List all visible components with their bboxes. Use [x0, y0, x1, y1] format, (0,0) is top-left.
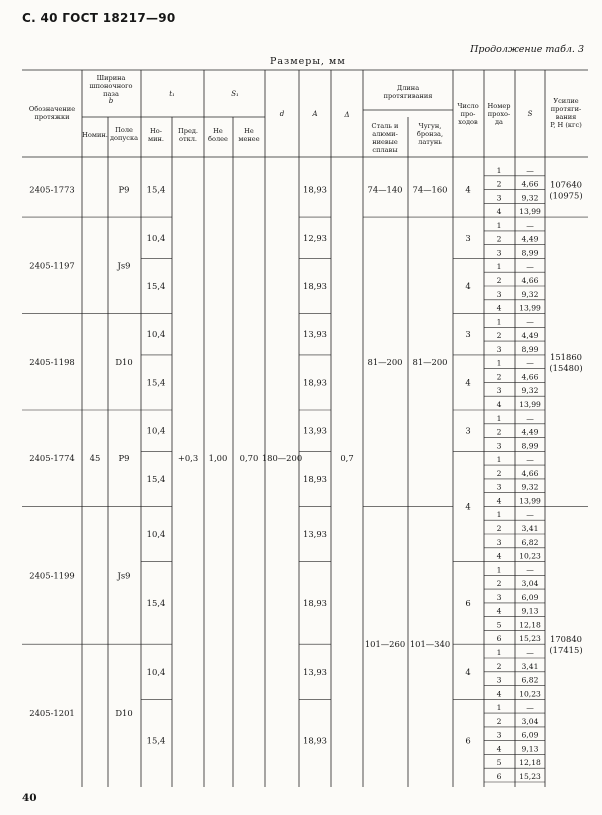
pass-number-cell: 2	[496, 661, 502, 671]
s-value-cell: 8,99	[521, 441, 539, 451]
header-s1-min: менее	[238, 135, 260, 143]
pass-number-cell: 4	[496, 400, 502, 409]
header-length: Длина	[396, 84, 420, 92]
header-designation: протяжки	[34, 113, 70, 121]
s-value-cell: 3,04	[521, 579, 539, 589]
t1-deviation-cell: +0,3	[177, 453, 199, 464]
header-length: протягивания	[383, 92, 433, 100]
header-d: d	[279, 110, 285, 118]
s-value-cell: 12,18	[519, 758, 541, 768]
header-iron: Чугун,	[418, 122, 442, 130]
header-delta: Δ	[344, 111, 350, 119]
designation-cell: 2405-1774	[29, 453, 75, 464]
iron-length-cell: 81—200	[412, 356, 448, 367]
force-value-cell: 170840	[550, 634, 582, 645]
header-passes: Число	[457, 102, 479, 110]
A-value-cell: 18,93	[303, 735, 327, 746]
s-value-cell: 10,23	[519, 551, 541, 561]
pass-number-cell: 3	[496, 592, 502, 602]
tolerance-field-cell: D10	[115, 708, 133, 719]
force-value-cell: (15480)	[549, 362, 583, 373]
pass-number-cell: 3	[496, 730, 502, 740]
pass-number-cell: 3	[496, 289, 502, 299]
header-force: Усилие	[553, 97, 579, 105]
tolerance-field-cell: Р9	[118, 184, 130, 195]
passes-cell: 3	[465, 425, 471, 436]
A-value-cell: 12,93	[303, 232, 327, 243]
s-value-cell: 4,66	[521, 372, 539, 382]
designation-cell: 2405-1197	[29, 260, 75, 271]
s-value-cell: 4,49	[521, 234, 539, 244]
s-value-cell: —	[526, 455, 534, 465]
s-value-cell: 8,99	[521, 344, 539, 354]
header-steel: ниевые	[372, 138, 398, 146]
t1-value-cell: 10,4	[146, 666, 166, 677]
pass-number-cell: 1	[496, 358, 502, 368]
A-value-cell: 18,93	[303, 377, 327, 388]
s-value-cell: —	[526, 165, 534, 175]
s-value-cell: 15,23	[519, 772, 541, 781]
passes-cell: 4	[465, 281, 471, 291]
s-value-cell: 9,32	[521, 482, 539, 492]
s1-min-cell: 0,70	[239, 453, 259, 464]
header-S: S	[527, 110, 533, 118]
header-t1-deviation: Пред.	[177, 127, 199, 135]
s-value-cell: —	[526, 317, 534, 327]
s-value-cell: 3,41	[521, 661, 539, 671]
pass-number-cell: 3	[496, 344, 502, 354]
A-value-cell: 18,93	[303, 597, 327, 608]
header-iron: бронза,	[416, 130, 444, 138]
tolerance-field-cell: Р9	[118, 453, 130, 464]
passes-cell: 6	[465, 597, 471, 608]
header-key-slot-width: шпоночного	[89, 82, 133, 90]
s-value-cell: 13,99	[519, 400, 541, 409]
header-iron: латунь	[418, 138, 442, 146]
header-nominal: Номин.	[82, 131, 108, 139]
t1-value-cell: 15,4	[146, 281, 166, 291]
header-key-slot-width: b	[108, 97, 114, 105]
steel-length-cell: 74—140	[367, 184, 403, 195]
pass-number-cell: 3	[496, 248, 502, 258]
delta-cell: 0,7	[340, 453, 354, 464]
s-value-cell: 4,66	[521, 276, 539, 285]
A-value-cell: 13,93	[303, 529, 327, 539]
s-value-cell: 6,09	[521, 730, 539, 740]
t1-value-cell: 10,4	[146, 425, 166, 436]
designation-cell: 2405-1201	[29, 708, 75, 719]
pass-number-cell: 2	[496, 372, 502, 382]
header-key-slot-width: Ширина	[96, 74, 126, 82]
header-s1-max: более	[208, 135, 228, 143]
s-value-cell: —	[526, 510, 534, 520]
pass-number-cell: 2	[496, 234, 502, 244]
A-value-cell: 13,93	[303, 666, 327, 677]
header-passes: про-	[460, 110, 476, 118]
passes-cell: 4	[465, 666, 471, 677]
pass-number-cell: 5	[496, 758, 502, 768]
pass-number-cell: 4	[496, 689, 502, 699]
s-value-cell: 4,66	[521, 468, 539, 478]
pass-number-cell: 5	[496, 620, 502, 630]
A-value-cell: 13,93	[303, 329, 327, 340]
pass-number-cell: 3	[496, 537, 502, 547]
header-s1: S₁	[231, 90, 239, 98]
t1-value-cell: 15,4	[146, 735, 166, 746]
page-header: С. 40 ГОСТ 18217—90	[22, 11, 176, 25]
continuation-note: Продолжение табл. 3	[470, 44, 584, 55]
header-tolerance-field: допуска	[109, 134, 139, 142]
header-pass-number: Номер	[487, 102, 511, 110]
s-value-cell: 8,99	[521, 248, 539, 258]
header-s1-max: Не	[213, 127, 223, 135]
pass-number-cell: 2	[496, 524, 502, 533]
header-t1-nominal: мин.	[147, 135, 165, 143]
pass-number-cell: 2	[496, 427, 502, 437]
s-value-cell: 9,32	[521, 289, 539, 299]
header-pass-number: да	[495, 118, 503, 126]
s-value-cell: 13,99	[519, 496, 541, 506]
header-t1-nominal: Но-	[150, 127, 162, 135]
pass-number-cell: 1	[496, 703, 502, 713]
s1-max-cell: 1,00	[208, 453, 228, 464]
passes-cell: 6	[465, 735, 471, 746]
force-value-cell: (10975)	[549, 190, 583, 201]
s-value-cell: 9,32	[521, 193, 539, 203]
t1-value-cell: 10,4	[146, 329, 166, 340]
steel-length-cell: 101—260	[364, 639, 406, 650]
s-value-cell: —	[526, 703, 534, 713]
passes-cell: 4	[465, 377, 471, 388]
passes-cell: 4	[465, 184, 471, 195]
s-value-cell: 6,82	[521, 537, 539, 547]
s-value-cell: 10,23	[519, 689, 541, 699]
t1-value-cell: 15,4	[146, 377, 166, 388]
pass-number-cell: 2	[496, 579, 502, 589]
s-value-cell: —	[526, 220, 534, 230]
pass-number-cell: 2	[496, 276, 502, 285]
s-value-cell: 9,13	[521, 744, 539, 754]
pass-number-cell: 3	[496, 675, 502, 685]
s-value-cell: 13,99	[519, 207, 541, 217]
tolerance-field-cell: Js9	[117, 570, 131, 581]
tolerance-field-cell: D10	[115, 356, 133, 367]
header-t1: t₁	[169, 90, 175, 98]
s-value-cell: 3,41	[521, 524, 539, 533]
header-designation: Обозначение	[28, 105, 76, 113]
s-value-cell: —	[526, 413, 534, 423]
iron-length-cell: 74—160	[412, 184, 448, 195]
dimensions-caption: Размеры, мм	[270, 56, 346, 67]
tolerance-field-cell: Js9	[117, 260, 131, 271]
header-t1-deviation: откл.	[178, 135, 198, 143]
pass-number-cell: 3	[496, 193, 502, 203]
force-value-cell: 107640	[550, 179, 582, 190]
iron-length-cell: 101—340	[409, 639, 451, 650]
t1-value-cell: 10,4	[146, 529, 166, 539]
s-value-cell: —	[526, 358, 534, 368]
page-number: 40	[22, 792, 37, 804]
pass-number-cell: 4	[496, 551, 502, 561]
pass-number-cell: 1	[496, 648, 502, 657]
pass-number-cell: 4	[496, 606, 502, 616]
header-steel: алюми-	[372, 130, 398, 138]
pass-number-cell: 2	[496, 179, 502, 189]
force-value-cell: 151860	[550, 351, 582, 362]
pass-number-cell: 1	[496, 165, 502, 175]
pass-number-cell: 1	[496, 510, 502, 520]
header-steel: сплавы	[372, 146, 398, 154]
t1-value-cell: 10,4	[146, 232, 166, 243]
pass-number-cell: 1	[496, 317, 502, 327]
passes-cell: 4	[465, 501, 471, 512]
s-value-cell: 6,09	[521, 592, 539, 602]
pass-number-cell: 2	[496, 331, 502, 341]
t1-value-cell: 15,4	[146, 597, 166, 608]
s-value-cell: 12,18	[519, 620, 541, 630]
header-force: P, Н (кгс)	[550, 121, 582, 129]
s-value-cell: 6,82	[521, 675, 539, 685]
s-value-cell: 3,04	[521, 716, 539, 726]
pass-number-cell: 1	[496, 413, 502, 423]
header-passes: ходов	[458, 118, 478, 126]
pass-number-cell: 1	[496, 455, 502, 465]
d-range-cell: 180—200	[261, 453, 303, 464]
s-value-cell: —	[526, 565, 534, 575]
header-force: вания	[555, 113, 577, 121]
pass-number-cell: 3	[496, 386, 502, 396]
pass-number-cell: 3	[496, 441, 502, 451]
t1-value-cell: 15,4	[146, 184, 166, 195]
steel-length-cell: 81—200	[367, 356, 403, 367]
s-value-cell: 15,23	[519, 634, 541, 644]
pass-number-cell: 4	[496, 496, 502, 506]
header-key-slot-width: паза	[103, 90, 119, 98]
pass-number-cell: 2	[496, 716, 502, 726]
pass-number-cell: 2	[496, 468, 502, 478]
pass-number-cell: 4	[496, 303, 502, 313]
pass-number-cell: 1	[496, 262, 502, 272]
pass-number-cell: 3	[496, 482, 502, 492]
s-value-cell: 9,32	[521, 386, 539, 396]
pass-number-cell: 1	[496, 220, 502, 230]
header-tolerance-field: Поле	[115, 126, 133, 134]
s-value-cell: —	[526, 262, 534, 272]
header-s1-min: Не	[244, 127, 254, 135]
A-value-cell: 13,93	[303, 425, 327, 436]
s-value-cell: 13,99	[519, 303, 541, 313]
t1-value-cell: 15,4	[146, 473, 166, 484]
pass-number-cell: 1	[496, 565, 502, 575]
s-value-cell: 4,49	[521, 331, 539, 341]
s-value-cell: 9,13	[521, 606, 539, 616]
pass-number-cell: 6	[496, 634, 502, 644]
header-steel: Сталь и	[371, 122, 399, 130]
nominal-width-cell: 45	[89, 453, 101, 464]
header-force: протяги-	[550, 105, 582, 113]
passes-cell: 3	[465, 329, 471, 340]
designation-cell: 2405-1773	[29, 184, 75, 195]
header-pass-number: прохо-	[487, 110, 511, 118]
A-value-cell: 18,93	[303, 184, 327, 195]
designation-cell: 2405-1198	[29, 356, 75, 367]
designation-cell: 2405-1199	[29, 570, 75, 581]
A-value-cell: 18,93	[303, 281, 327, 291]
s-value-cell: —	[526, 648, 534, 657]
pass-number-cell: 4	[496, 207, 502, 217]
s-value-cell: 4,49	[521, 427, 539, 437]
force-value-cell: (17415)	[549, 645, 583, 656]
pass-number-cell: 4	[496, 744, 502, 754]
passes-cell: 3	[465, 232, 471, 243]
A-value-cell: 18,93	[303, 473, 327, 484]
pass-number-cell: 6	[496, 772, 502, 781]
header-A: A	[312, 110, 318, 118]
s-value-cell: 4,66	[521, 179, 539, 189]
